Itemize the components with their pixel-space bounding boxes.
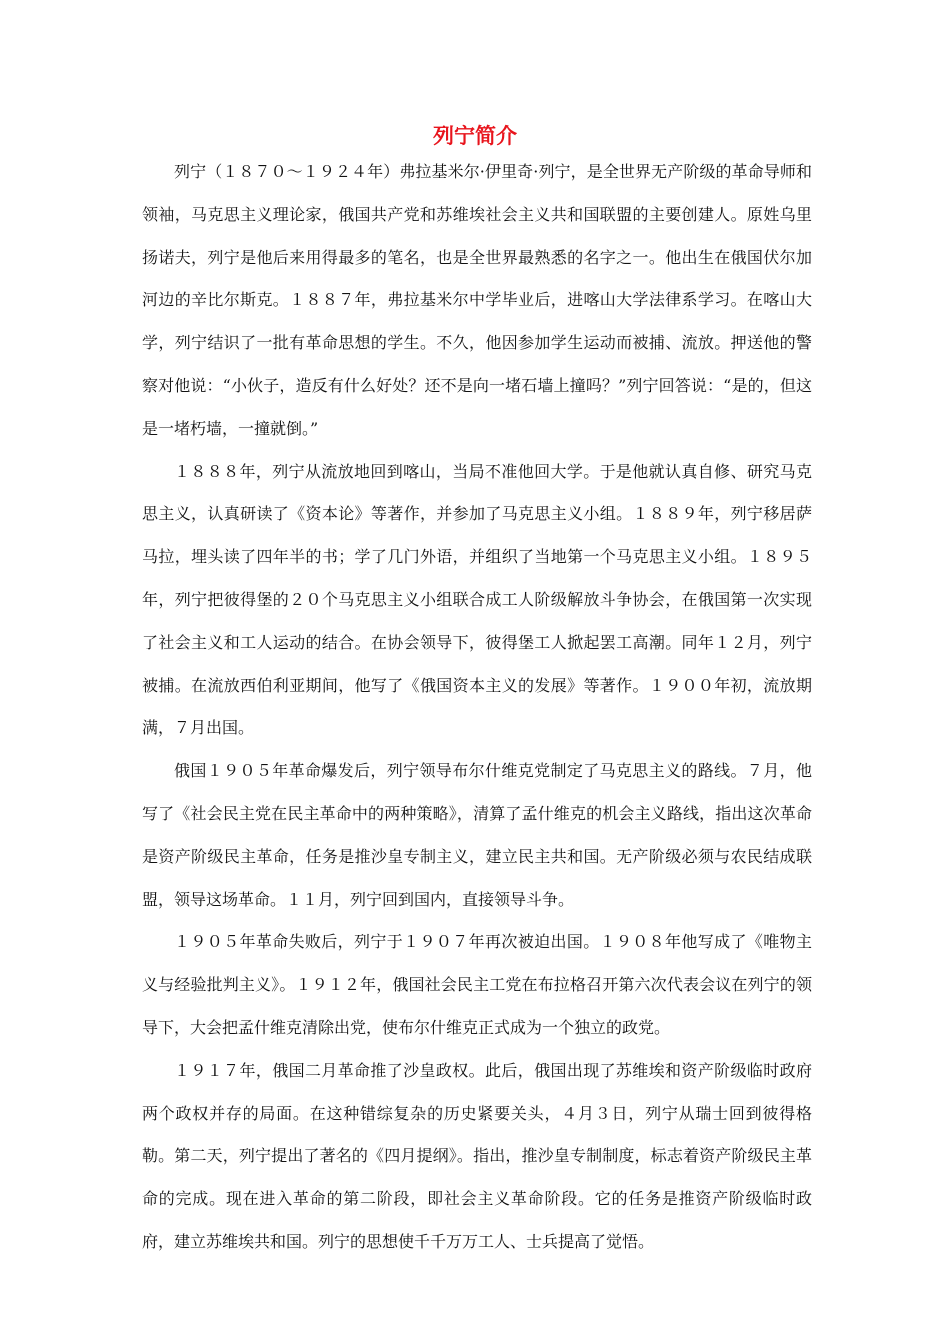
paragraph-1: 列宁（１８７０～１９２４年）弗拉基米尔·伊里奇·列宁，是全世界无产阶级的革命导师和领袖，马克思主义理论家，俄国共产党和苏维埃社会主义共和国联盟的主要创建人。原姓乌里扬诺夫，列宁是他后来用得最多的笔名，也是全世界最熟悉的名字之一。他出生在俄国伏尔加河边的辛比尔斯克。１８８７年，弗拉基米尔中学毕业后，进喀山大学法律系学习。在喀山大学，列宁结识了一批有革命思想的学生。不久，他因参加学生运动而被捕、流放。押送他的警察对他说：“小伙子，造反有什么好处？还不是向一堵石墙上撞吗？”列宁回答说：“是的，但这是一堵朽墙，一撞就倒。” [142, 162, 812, 438]
paragraph-3: 俄国１９０５年革命爆发后，列宁领导布尔什维克党制定了马克思主义的路线。７月，他写了《社会民主党在民主革命中的两种策略》，清算了孟什维克的机会主义路线，指出这次革命是资产阶级民主革命，任务是推沙皇专制主义，建立民主共和国。无产阶级必须与农民结成联盟，领导这场革命。１１月，列宁回到国内，直接领导斗争。 [142, 761, 812, 909]
paragraph-4: １９０５年革命失败后，列宁于１９０７年再次被迫出国。１９０８年他写成了《唯物主义与经验批判主义》。１９１２年，俄国社会民主工党在布拉格召开第六次代表会议在列宁的领导下，大会把孟什维克清除出党，使布尔什维克正式成为一个独立的政党。 [142, 932, 812, 1037]
document-body [142, 151, 812, 1264]
paragraph-2: １８８８年，列宁从流放地回到喀山，当局不准他回大学。于是他就认真自修、研究马克思主义，认真研读了《资本论》等著作，并参加了马克思主义小组。１８８９年，列宁移居萨马拉，埋头读了四年半的书；学了几门外语，并组织了当地第一个马克思主义小组。１８９５年，列宁把彼得堡的２０个马克思主义小组联合成工人阶级解放斗争协会，在俄国第一次实现了社会主义和工人运动的结合。在协会领导下，彼得堡工人掀起罢工高潮。同年１２月，列宁被捕。在流放西伯利亚期间，他写了《俄国资本主义的发展》等著作。１９００年初，流放期满，７月出国。 [142, 461, 812, 738]
paragraph-5: １９１７年，俄国二月革命推了沙皇政权。此后，俄国出现了苏维埃和资产阶级临时政府两个政权并存的局面。在这种错综复杂的历史紧要关头，４月３日，列宁从瑞士回到彼得格勒。第二天，列宁提出了著名的《四月提纲》。指出，推沙皇专制制度，标志着资产阶级民主革命的完成。现在进入革命的第二阶段，即社会主义革命阶段。它的任务是推资产阶级临时政府，建立苏维埃共和国。列宁的思想使千千万万工人、士兵提高了觉悟。 [142, 1060, 812, 1251]
document-title: 列宁简介 [433, 124, 517, 148]
